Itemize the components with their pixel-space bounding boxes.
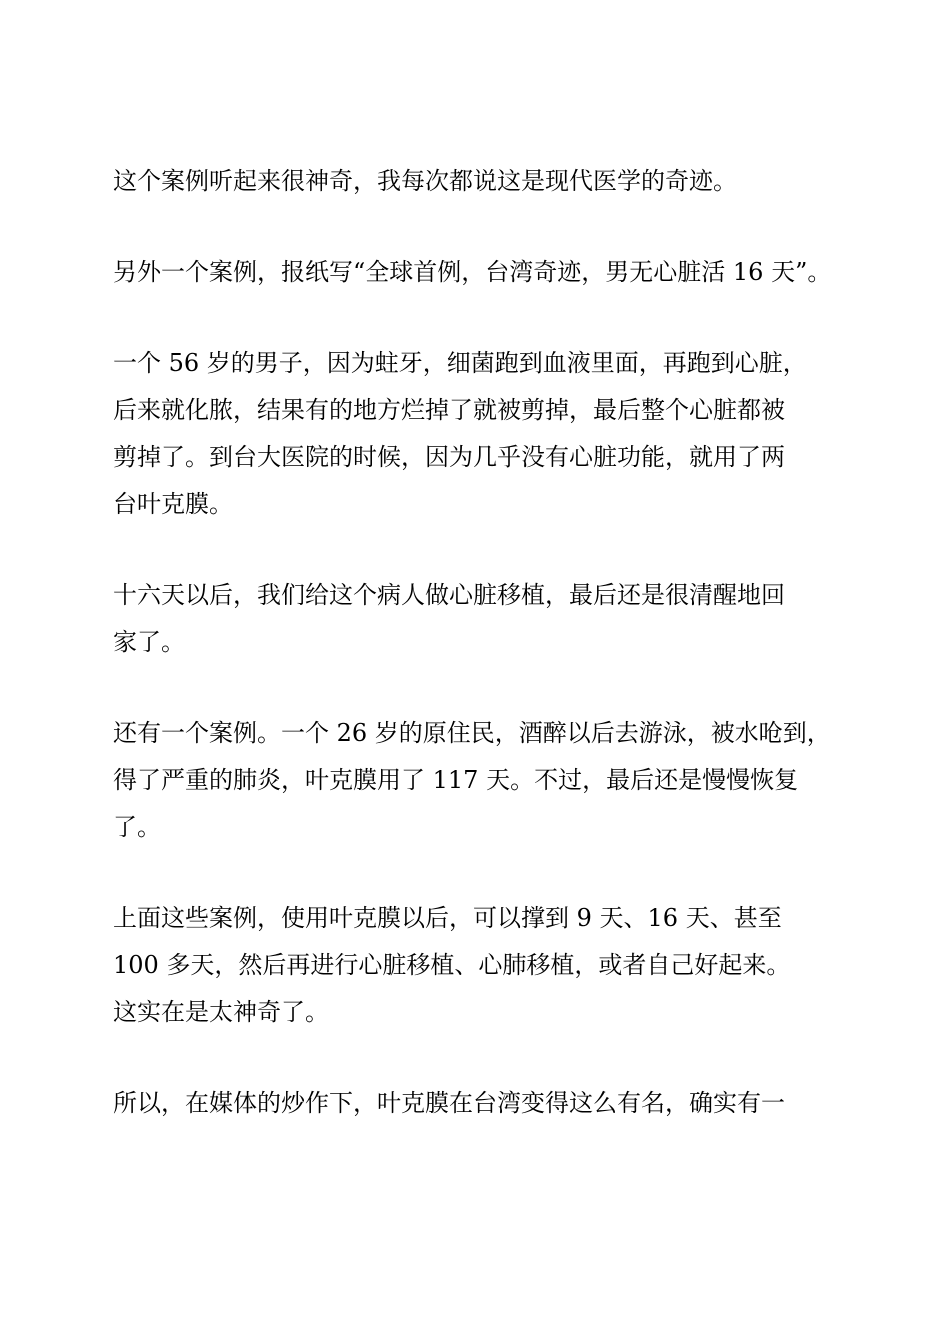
- paragraph: [113, 340, 845, 528]
- text-line: 十六天以后，我们给这个病人做心脏移植，最后还是很清醒地回: [113, 581, 785, 609]
- paragraph: [113, 1080, 845, 1127]
- text-line: 剪掉了。到台大医院的时候，因为几乎没有心脏功能，就用了两: [113, 443, 785, 471]
- text-line: 得了严重的肺炎，叶克膜用了 117 天。不过，最后还是慢慢恢复: [113, 766, 799, 794]
- text-line: 上面这些案例，使用叶克膜以后，可以撑到 9 天、16 天、甚至: [113, 904, 782, 932]
- text-line: 这个案例听起来很神奇，我每次都说这是现代医学的奇迹。: [113, 167, 737, 195]
- text-line: 100 多天，然后再进行心脏移植、心肺移植，或者自己好起来。: [113, 951, 791, 979]
- text-line: 这实在是太神奇了。: [113, 998, 329, 1026]
- text-line: 了。: [113, 813, 161, 841]
- paragraph: [113, 249, 845, 296]
- document-body: [113, 158, 845, 1171]
- text-line: 家了。: [113, 628, 185, 656]
- paragraph: [113, 895, 845, 1036]
- text-line: 还有一个案例。一个 26 岁的原住民，酒醉以后去游泳，被水呛到，: [113, 719, 831, 747]
- paragraph: [113, 158, 845, 205]
- text-line: 台叶克膜。: [113, 490, 233, 518]
- text-line: 后来就化脓，结果有的地方烂掉了就被剪掉，最后整个心脏都被: [113, 396, 785, 424]
- text-line: 另外一个案例，报纸写“全球首例，台湾奇迹，男无心脏活 16 天”。: [113, 258, 832, 286]
- text-line: 所以，在媒体的炒作下，叶克膜在台湾变得这么有名，确实有一: [113, 1089, 785, 1117]
- paragraph: [113, 710, 845, 851]
- text-line: 一个 56 岁的男子，因为蛀牙，细菌跑到血液里面，再跑到心脏，: [113, 349, 807, 377]
- paragraph: [113, 572, 845, 666]
